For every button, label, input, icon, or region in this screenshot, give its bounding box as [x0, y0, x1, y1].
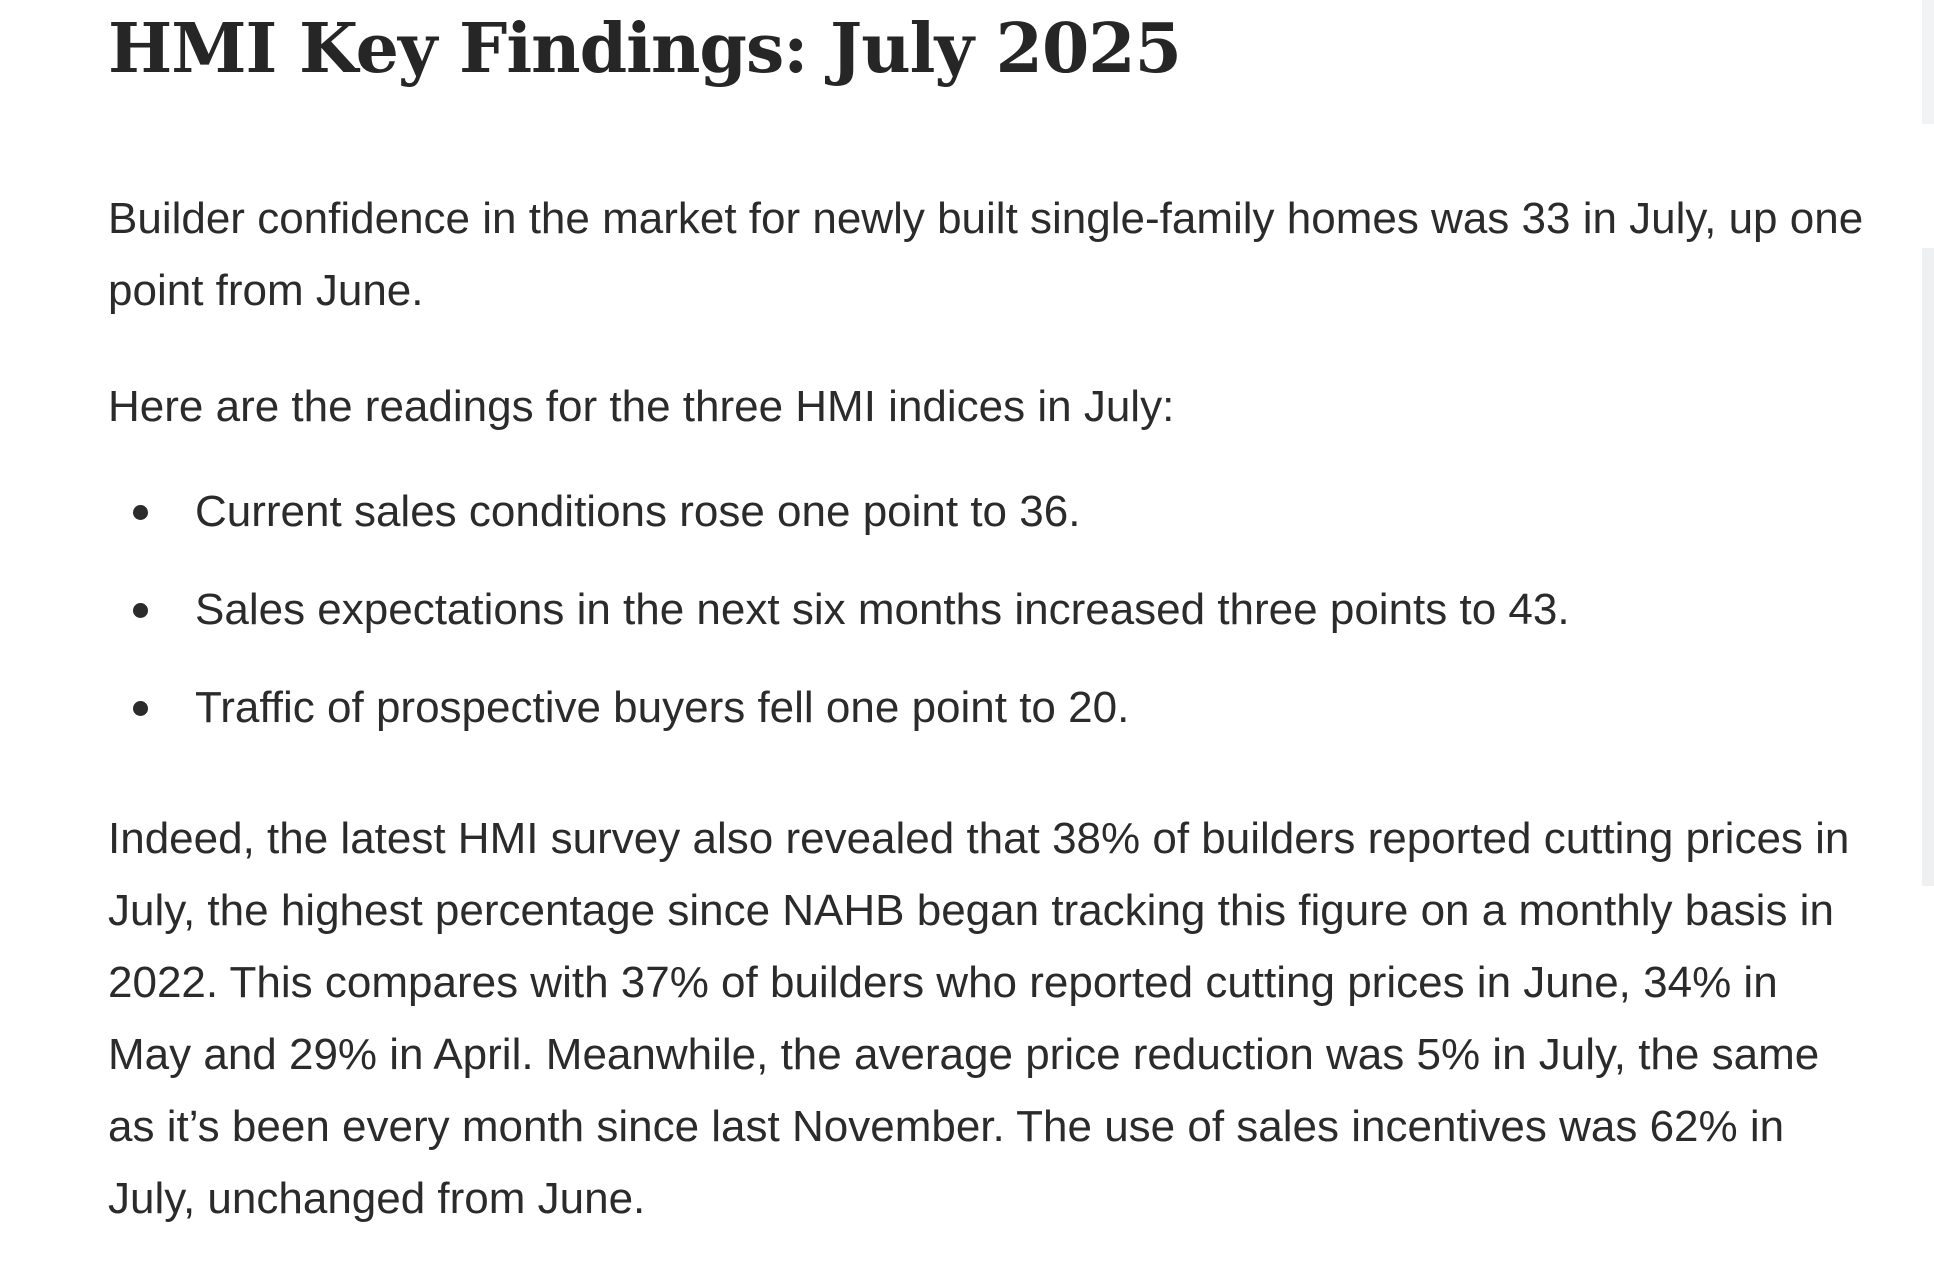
bullet-icon — [133, 701, 148, 716]
scrollbar-thumb[interactable] — [1922, 248, 1934, 886]
list-item-text: Traffic of prospective buyers fell one point to 20. — [195, 683, 1130, 732]
list-item-text: Current sales conditions rose one point to 36. — [195, 487, 1081, 536]
article-title: HMI Key Findings: July 2025 — [108, 9, 1181, 89]
list-item — [108, 581, 1868, 639]
scrollbar[interactable] — [1922, 0, 1934, 1268]
indices-list — [108, 483, 1868, 737]
price-cuts-paragraph: Indeed, the latest HMI survey also revealed that 38% of builders reported cutting prices in July, the highest percentage since NAHB began tracking this figure on a monthly basis in 2022. This compares with 37% of builders who reported cutting prices in June, 34% in May and 29% in April. Meanwhile, the average price reduction was 5% in July, the same as it’s been every month since last November. The use of sales incentives was 62% in July, unchanged from June. — [108, 814, 1850, 1223]
list-item — [108, 483, 1868, 541]
bullet-icon — [133, 603, 148, 618]
bullet-icon — [133, 505, 148, 520]
article — [108, 0, 1868, 1235]
indices-intro-paragraph: Here are the readings for the three HMI indices in July: — [108, 382, 1175, 431]
intro-paragraph: Builder confidence in the market for newly built single-family homes was 33 in July, up one point from June. — [108, 194, 1864, 315]
list-item-text: Sales expectations in the next six months increased three points to 43. — [195, 585, 1570, 634]
scrollbar-top-segment[interactable] — [1922, 0, 1934, 124]
list-item — [108, 679, 1868, 737]
